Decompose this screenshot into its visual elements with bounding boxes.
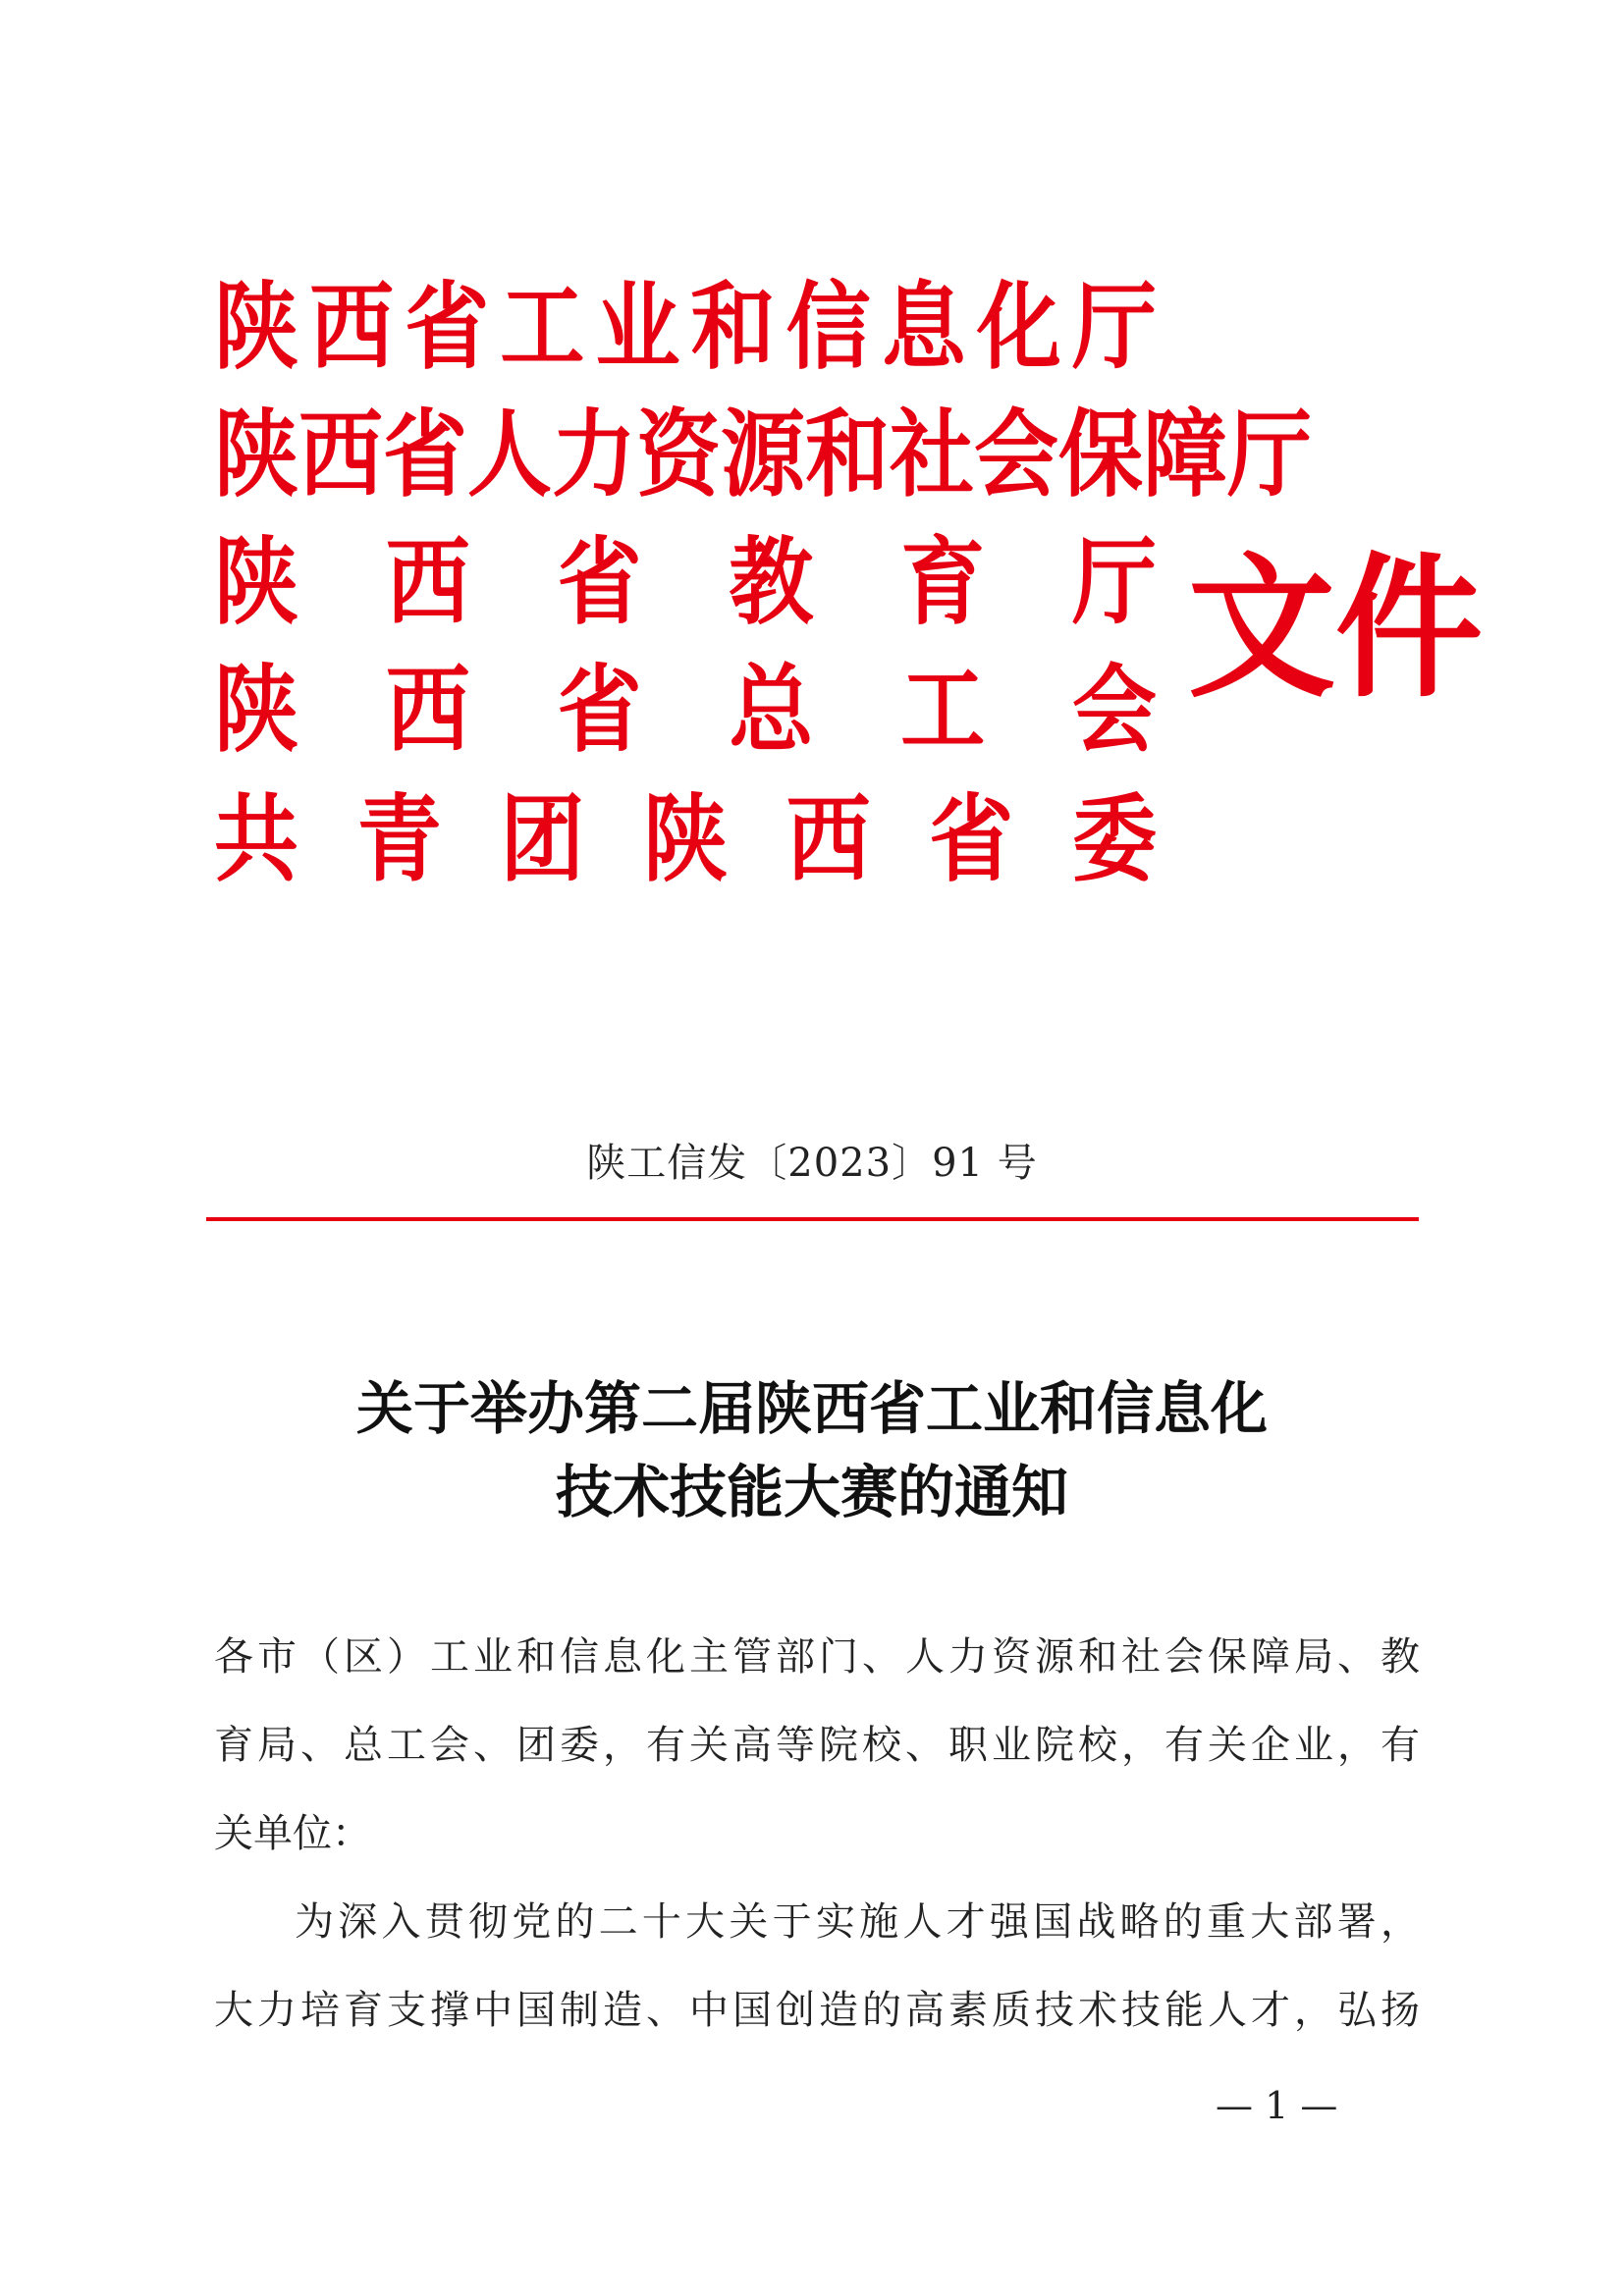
- agency-char: 社: [890, 399, 974, 510]
- agency-char: 西: [309, 271, 395, 383]
- agency-char: 省: [557, 654, 642, 766]
- agency-char: 西: [385, 526, 470, 638]
- agency-line-3: [214, 521, 1157, 644]
- agency-char: 厅: [1071, 271, 1157, 383]
- agency-char: 会: [974, 399, 1058, 510]
- agency-char: 力: [552, 399, 636, 510]
- agency-char: 和: [805, 399, 890, 510]
- agency-char: 委: [1071, 783, 1157, 895]
- agency-char: 工: [500, 271, 585, 383]
- paragraph-line: 为深入贯彻党的二十大关于实施人才强国战略的重大部署，: [295, 1899, 1420, 1945]
- red-divider: [206, 1217, 1419, 1221]
- agency-char: 和: [690, 271, 776, 383]
- agency-char: 青: [356, 783, 442, 895]
- agency-char: 化: [976, 271, 1061, 383]
- agency-char: 育: [900, 526, 986, 638]
- agency-char: 业: [595, 271, 680, 383]
- agency-char: 陕: [214, 271, 298, 383]
- agency-char: 资: [636, 399, 721, 510]
- agency-char: 省: [929, 783, 1014, 895]
- agency-char: 省: [383, 399, 467, 510]
- agency-char: 总: [729, 654, 814, 766]
- agency-line-1: [214, 266, 1157, 389]
- document-title-line-2: 技术技能大赛的通知: [555, 1459, 1068, 1525]
- document-title-line-1: 关于举办第二届陕西省工业和信息化: [355, 1375, 1268, 1442]
- agency-char: 陕: [642, 783, 728, 895]
- document-number: 陕工信发〔2023〕91 号: [586, 1141, 1038, 1186]
- agency-line-5: [214, 778, 1157, 901]
- agency-char: 息: [881, 271, 966, 383]
- agency-line-2: [214, 394, 1312, 516]
- agency-char: 西: [785, 783, 871, 895]
- agency-char: 教: [729, 526, 814, 638]
- agency-char: 工: [900, 654, 986, 766]
- page-number: — 1 —: [1216, 2084, 1338, 2127]
- agency-char: 西: [385, 654, 470, 766]
- agency-char: 共: [214, 783, 298, 895]
- agency-line-4: [214, 649, 1157, 772]
- recipients-line: 关单位：: [214, 1811, 371, 1856]
- agency-char: 保: [1058, 399, 1143, 510]
- agency-char: 厅: [1071, 526, 1157, 638]
- paragraph-line: 大力培育支撑中国制造、中国创造的高素质技术技能人才，弘扬: [214, 1988, 1420, 2033]
- agency-char: 团: [500, 783, 585, 895]
- recipients-line: 各市（区）工业和信息化主管部门、人力资源和社会保障局、教: [214, 1634, 1420, 1680]
- agency-char: 源: [721, 399, 805, 510]
- agency-char: 陕: [214, 526, 298, 638]
- agency-char: 西: [298, 399, 383, 510]
- agency-char: 障: [1143, 399, 1227, 510]
- agency-char: 陕: [214, 399, 298, 510]
- recipients-line: 育局、总工会、团委，有关高等院校、职业院校，有关企业，有: [214, 1723, 1420, 1768]
- agency-char: 人: [467, 399, 552, 510]
- agency-char: 陕: [214, 654, 298, 766]
- agency-char: 厅: [1227, 399, 1312, 510]
- agency-char: 会: [1071, 654, 1157, 766]
- document-type-label: 文件: [1188, 537, 1484, 720]
- agency-char: 信: [785, 271, 871, 383]
- agency-char: 省: [405, 271, 490, 383]
- agency-char: 省: [557, 526, 642, 638]
